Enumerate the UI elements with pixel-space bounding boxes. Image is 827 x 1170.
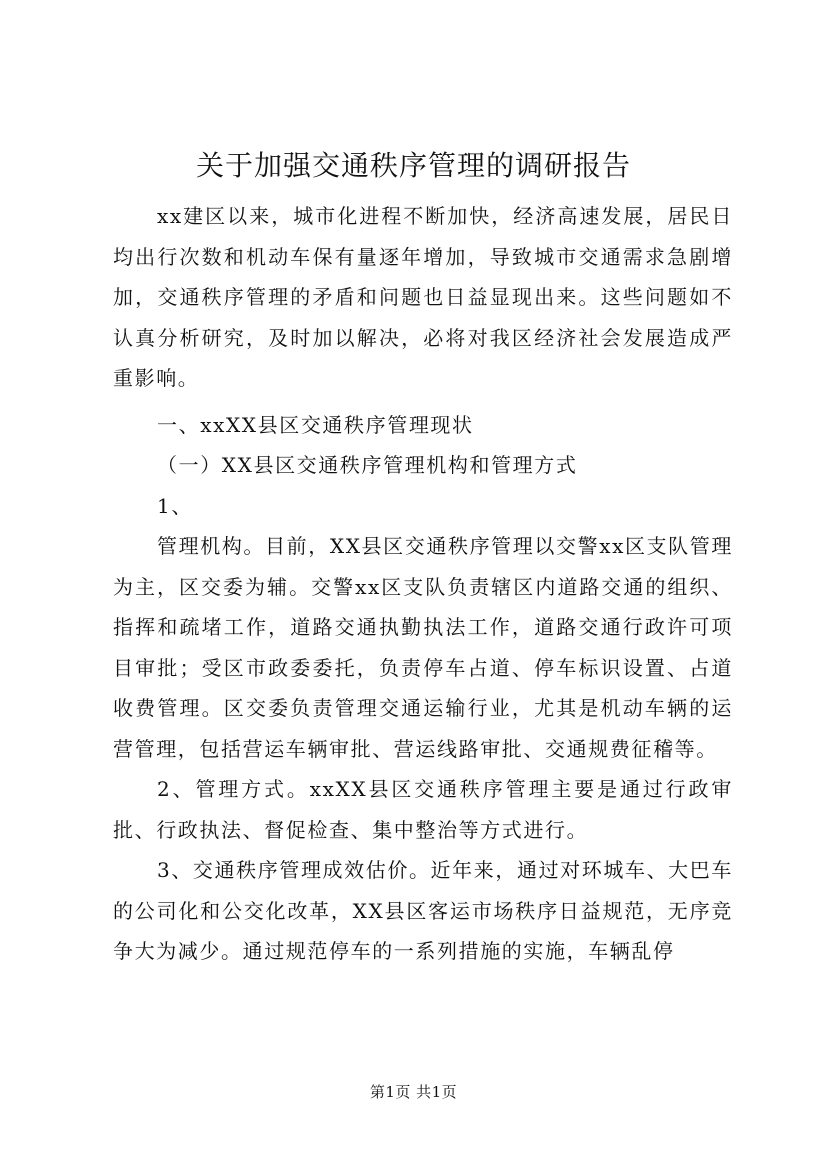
paragraph-intro: xx建区以来，城市化进程不断加快，经济高速发展，居民日均出行次数和机动车保有量逐年增加，导致城市交通需求急剧增加，交通秩序管理的矛盾和问题也日益显现出来。这些问题如不认真分析研究，及时加以解决，必将对我区经济社会发展造成严重影响。 bbox=[113, 204, 733, 390]
paragraph-management-method: 2、管理方式。xxXX县区交通秩序管理主要是通过行政审批、行政执法、督促检查、集中整治等方式进行。 bbox=[113, 777, 733, 842]
document-title: 关于加强交通秩序管理的调研报告 bbox=[195, 149, 631, 182]
item-number-1: 1、 bbox=[157, 493, 193, 518]
paragraph-management-evaluation: 3、交通秩序管理成效估价。近年来，通过对环城车、大巴车的公司化和公交化改革，XX县区客运市场秩序日益规范，无序竞争大为减少。通过规范停车的一系列措施的实施，车辆乱停 bbox=[113, 858, 733, 963]
paragraph-management-agency: 管理机构。目前，XX县区交通秩序管理以交警xx区支队管理为主，区交委为辅。交警xx区支队负责辖区内道路交通的组织、指挥和疏堵工作，道路交通执勤执法工作，道路交通行政许可项目审批；受区市政委委托，负责停车占道、停车标识设置、占道收费管理。区交委负责管理交通运输行业，尤其是机动车辆的运营管理，包括营运车辆审批、营运线路审批、交通规费征稽等。 bbox=[113, 534, 733, 761]
subsection-heading-1: （一）XX县区交通秩序管理机构和管理方式 bbox=[157, 453, 578, 477]
document-body bbox=[113, 196, 733, 972]
section-heading-1: 一、xxXX县区交通秩序管理现状 bbox=[157, 412, 474, 437]
page-footer: 第1页 共1页 bbox=[369, 1083, 458, 1101]
